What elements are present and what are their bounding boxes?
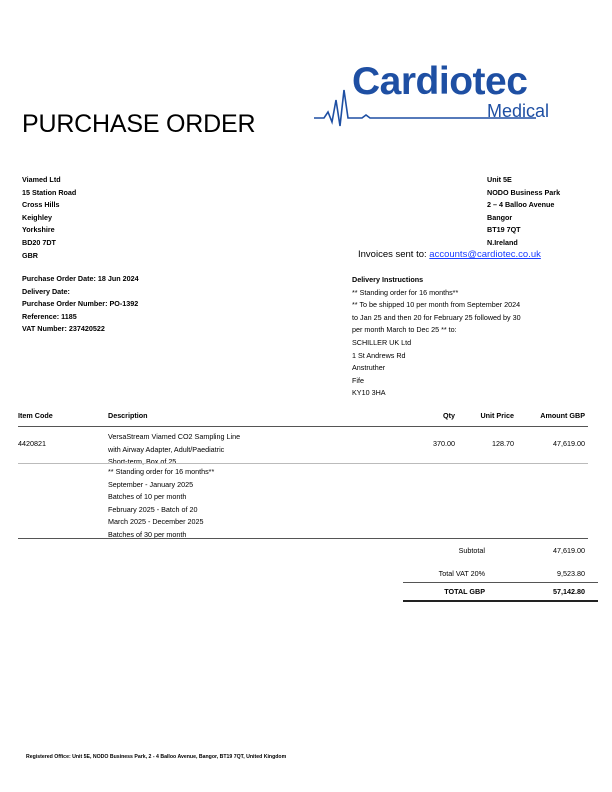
totals-divider (403, 582, 598, 583)
header-item-code: Item Code (18, 411, 53, 420)
description-line: with Airway Adapter, Adult/Paediatric (108, 444, 225, 454)
description-line: Short-term, Box of 25 (108, 457, 177, 467)
address-line: Viamed Ltd (22, 175, 61, 184)
total-value: 57,142.80 (553, 587, 585, 596)
address-line: Yorkshire (22, 225, 55, 235)
vat-value: 9,523.80 (557, 569, 585, 578)
delivery-line: Anstruther (352, 363, 386, 373)
logo-subtitle: Medical (487, 101, 550, 121)
note-line: March 2025 - December 2025 (108, 517, 204, 527)
address-line: 2 – 4 Balloo Avenue (487, 200, 555, 210)
note-line: Batches of 10 per month (108, 492, 187, 502)
address-line: Unit 5E (487, 175, 512, 184)
address-line: Cross Hills (22, 200, 60, 210)
address-line: Keighley (22, 212, 52, 222)
registered-office-footer: Registered Office: Unit 5E, NODO Business Park, 2 - 4 Balloo Avenue, Bangor, BT19 7QT, United Kingdom (26, 754, 287, 760)
header-unit-price: Unit Price (480, 411, 514, 420)
address-line: BD20 7DT (22, 237, 56, 247)
address-line: Bangor (487, 212, 513, 222)
address-line: BT19 7QT (487, 225, 521, 235)
address-line: GBR (22, 250, 38, 260)
description-line: VersaStream Viamed CO2 Sampling Line (108, 432, 241, 441)
row-item-code: 4420821 (18, 439, 46, 448)
invoice-email-link[interactable]: accounts@cardiotec.co.uk (429, 249, 541, 260)
document-title: PURCHASE ORDER (22, 110, 256, 138)
delivery-line: ** Standing order for 16 months** (352, 287, 459, 297)
note-line: Batches of 30 per month (108, 529, 187, 539)
delivery-line: to Jan 25 and then 20 for February 25 followed by 30 (352, 312, 521, 322)
note-line: ** Standing order for 16 months** (108, 467, 215, 476)
row-qty: 370.00 (433, 439, 455, 448)
totals-double-rule (403, 600, 598, 602)
delivery-date: Delivery Date: (22, 286, 70, 296)
address-line: 15 Station Road (22, 187, 77, 197)
header-description: Description (108, 411, 148, 420)
delivery-line: SCHILLER UK Ltd (352, 337, 412, 347)
row-divider (18, 463, 588, 464)
address-line: NODO Business Park (487, 187, 561, 197)
table-end-divider (18, 538, 588, 539)
delivery-line: ** To be shipped 10 per month from September 2024 (352, 300, 521, 310)
delivery-line: 1 St Andrews Rd (352, 350, 406, 360)
delivery-line: per month March to Dec 25 ** to: (352, 325, 457, 335)
supplier-address (22, 174, 76, 262)
reference: Reference: 1185 (22, 311, 77, 321)
total-label: TOTAL GBP (444, 587, 485, 596)
delivery-line: KY10 3HA (352, 388, 386, 398)
order-date: Purchase Order Date: 18 Jun 2024 (22, 274, 139, 283)
order-info (22, 273, 139, 336)
row-amount: 47,619.00 (553, 439, 585, 448)
row-unit-price: 128.70 (492, 439, 514, 448)
vat-label: Total VAT 20% (438, 569, 485, 578)
delivery-heading: Delivery Instructions (352, 275, 424, 284)
buyer-address (487, 174, 560, 250)
header-qty: Qty (443, 411, 455, 420)
delivery-line: Fife (352, 375, 364, 385)
delivery-instructions (352, 274, 521, 400)
note-line: September - January 2025 (108, 479, 194, 489)
logo-wordmark: Cardiotec (352, 60, 528, 103)
table-header-divider (18, 426, 588, 427)
po-number: Purchase Order Number: PO-1392 (22, 299, 139, 309)
note-line: February 2025 - Batch of 20 (108, 504, 198, 514)
subtotal-value: 47,619.00 (553, 546, 585, 555)
address-line: N.Ireland (487, 237, 518, 247)
vat-number: VAT Number: 237420522 (22, 324, 105, 334)
subtotal-label: Subtotal (458, 546, 485, 555)
invoice-label: Invoices sent to: (358, 249, 427, 260)
invoice-contact (358, 249, 541, 260)
row-notes (108, 466, 214, 542)
header-amount: Amount GBP (540, 411, 585, 420)
